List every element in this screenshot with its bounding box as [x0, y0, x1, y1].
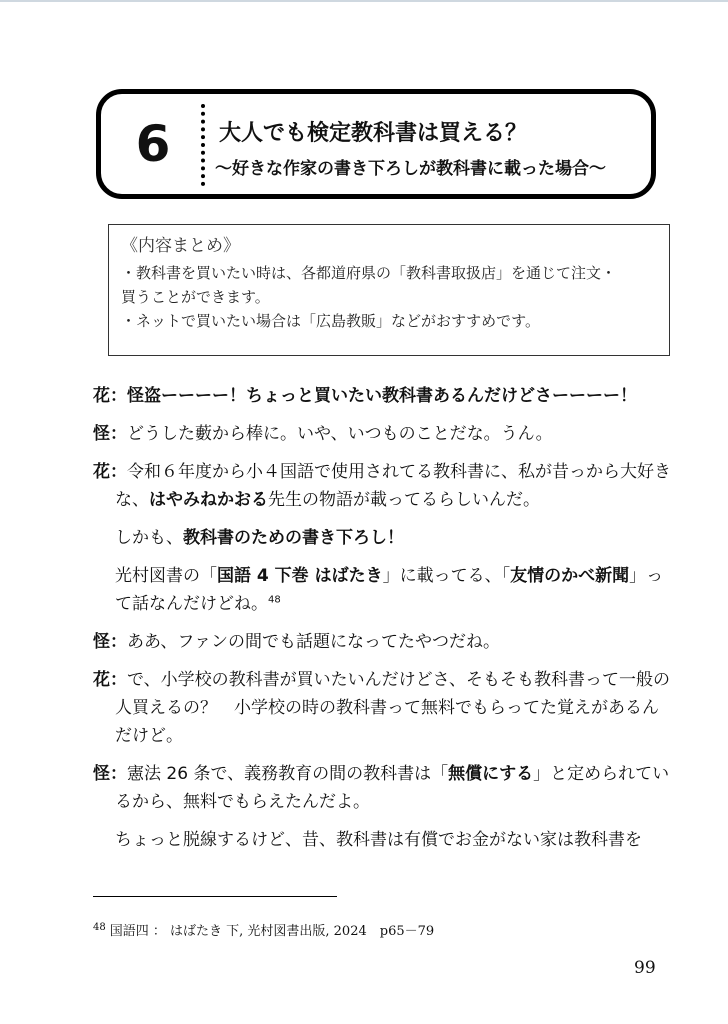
chapter-number: 6 [135, 115, 171, 173]
dialogue-text: ああ、ファンの間でも話題になってたやつだね。 [127, 632, 500, 652]
dialogue-line [93, 760, 673, 816]
dialogue-text: 」って話なんだけどね。 [115, 566, 664, 614]
footnote-number: 48 [93, 921, 106, 933]
dialogue-line [93, 524, 673, 552]
footnote [93, 920, 434, 939]
dialogue-line [93, 826, 673, 854]
emphasis: 無償にする [448, 764, 534, 784]
dialogue-text: 令和６年度から小４国語で使用されてる教科書に、私が昔っから大好きな、 [115, 462, 671, 510]
summary-line: ・教科書を買いたい時は、各都道府県の「教科書取扱店」を通じて注文・ [121, 264, 617, 282]
chapter-title-box [96, 89, 656, 199]
chapter-title: 大人でも検定教科書は買える？ [219, 121, 528, 146]
emphasis: 国語 4 下巻 はばたき [217, 566, 383, 586]
footnote-rule [93, 896, 337, 897]
emphasis: 怪盗ーーーー！ちょっと買いたい教科書あるんだけどさーーーー！ [127, 386, 637, 406]
dialogue-line [93, 382, 673, 410]
emphasis: 教科書のための書き下ろし！ [183, 528, 404, 548]
dialogue-text: 先生の物語が載ってるらしいんだ。 [268, 490, 540, 510]
chapter-subtitle: ～好きな作家の書き下ろしが教科書に載った場合～ [215, 159, 606, 179]
speaker-label: 怪： [93, 764, 127, 784]
dialogue-text: しかも、 [115, 528, 183, 548]
summary-line: 買うことができます。 [121, 288, 270, 306]
summary-heading: 《内容まとめ》 [121, 236, 240, 256]
dialogue-text: 」に載ってる、「 [382, 566, 511, 586]
speaker-label: 花： [93, 462, 127, 482]
speaker-label: 花： [93, 386, 127, 406]
dialogue-text: 光村図書の「 [115, 566, 217, 586]
footnote-text: 国語四 ： はばたき 下, 光村図書出版, 2024 p65－79 [109, 924, 435, 939]
dialogue-text: で、小学校の教科書が買いたいんだけどさ、そもそも教科書って一般の人買えるの？ 小学校の時の教科書って無料でもらってた覚えがあるんだけど。 [115, 670, 670, 746]
speaker-label: 怪： [93, 424, 127, 444]
dialogue-text: 」と定められているから、無料でもらえたんだよ。 [115, 764, 670, 812]
speaker-label: 花： [93, 670, 127, 690]
summary-box [108, 224, 670, 356]
dialogue-line [93, 458, 673, 514]
footnote-ref: 48 [268, 594, 281, 606]
top-rule [0, 0, 728, 2]
dialogue-line [93, 666, 673, 750]
dialogue-text: 憲法 26 条で、義務教育の間の教科書は「 [127, 764, 449, 784]
page-number: 99 [634, 958, 656, 978]
emphasis: はやみねかおる [149, 490, 268, 510]
summary-line: ・ネットで買いたい場合は「広島教販」などがおすすめです。 [121, 312, 540, 330]
dialogue-text: ちょっと脱線するけど、昔、教科書は有償でお金がない家は教科書を [115, 830, 642, 850]
speaker-label: 怪： [93, 632, 127, 652]
dialogue-line [93, 562, 673, 618]
dialogue-line [93, 420, 673, 448]
dialogue [93, 382, 673, 864]
dotted-divider [201, 104, 205, 186]
dialogue-text: どうした藪から棒に。いや、いつものことだな。うん。 [127, 424, 553, 444]
emphasis: 友情のかべ新聞 [510, 566, 630, 586]
dialogue-line [93, 628, 673, 656]
